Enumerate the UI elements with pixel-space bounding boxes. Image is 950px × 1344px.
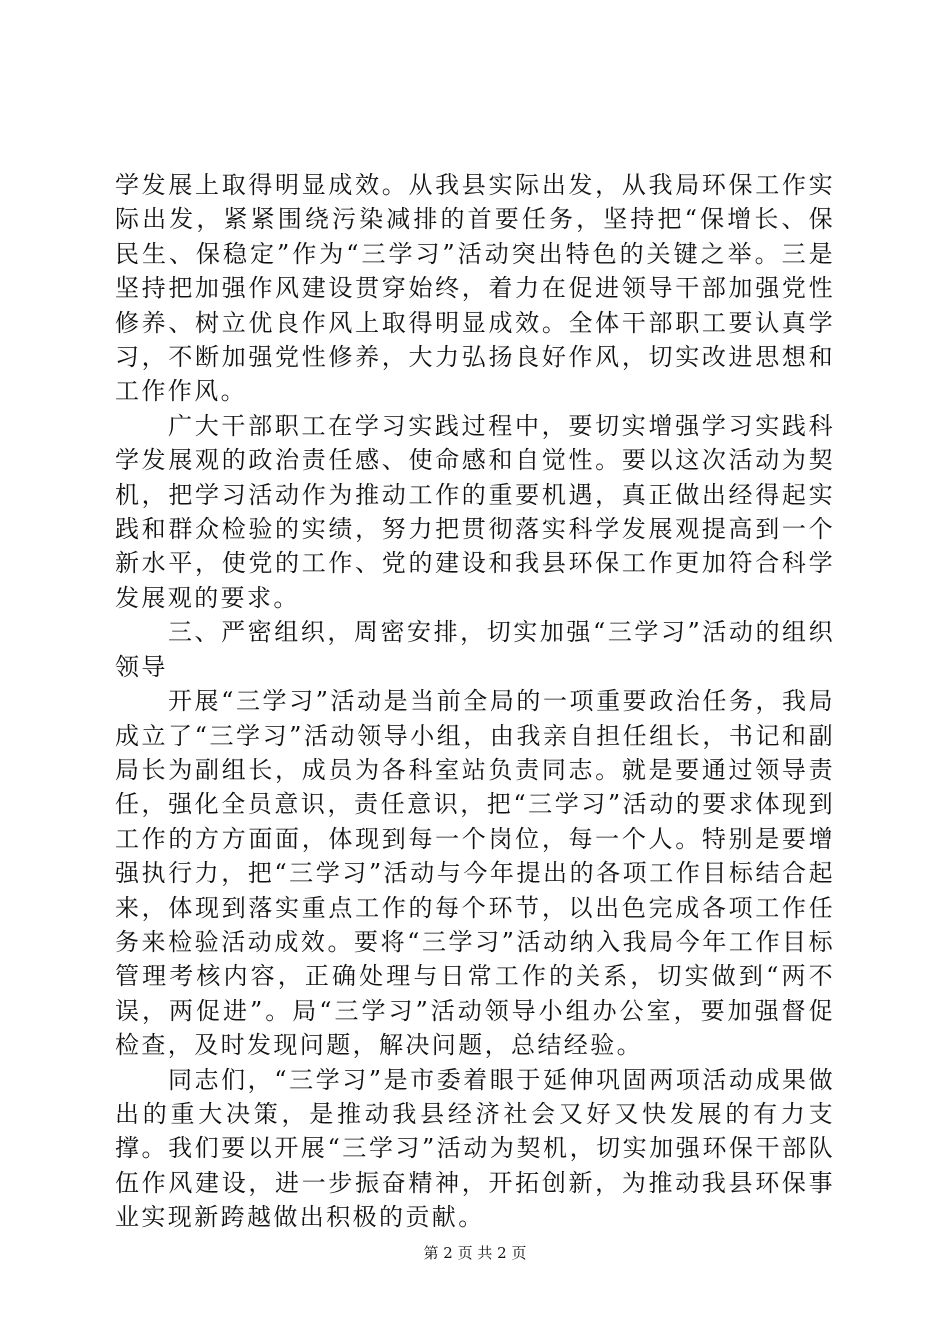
document-body bbox=[115, 168, 835, 1235]
section-heading-three: 三、严密组织，周密安排，切实加强“三学习”活动的组织领导 bbox=[115, 618, 835, 681]
page-number-footer: 第 2 页 共 2 页 bbox=[423, 1244, 527, 1262]
paragraph-organization: 开展“三学习”活动是当前全局的一项重要政治任务，我局成立了“三学习”活动领导小组，由我亲自担任组长，书记和副局长为副组长，成员为各科室站负责同志。就是要通过领导责任，强化全员意识，责任意识，把“三学习”活动的要求体现到工作的方方面面，体现到每一个岗位，每一个人。特别是要增强执行力，把“三学习”活动与今年提出的各项工作目标结合起来，体现到落实重点工作的每个环节，以出色完成各项工作任务来检验活动成效。要将“三学习”活动纳入我局今年工作目标管理考核内容，正确处理与日常工作的关系，切实做到“两不误，两促进”。局“三学习”活动领导小组办公室，要加强督促检查，及时发现问题，解决问题，总结经验。 bbox=[115, 687, 835, 1060]
paragraph-continuation: 学发展上取得明显成效。从我县实际出发，从我局环保工作实际出发，紧紧围绕污染减排的首要任务，坚持把“保增长、保民生、保稳定”作为“三学习”活动突出特色的关键之举。三是坚持把加强作风建设贯穿始终，着力在促进领导干部加强党性修养、树立优良作风上取得明显成效。全体干部职工要认真学习，不断加强党性修养，大力弘扬良好作风，切实改进思想和工作作风。 bbox=[115, 171, 835, 406]
paragraph-closing: 同志们，“三学习”是市委着眼于延伸巩固两项活动成果做出的重大决策，是推动我县经济社会又好又快发展的有力支撑。我们要以开展“三学习”活动为契机，切实加强环保干部队伍作风建设，进一步振奋精神，开拓创新，为推动我县环保事业实现新跨越做出积极的贡献。 bbox=[115, 1065, 835, 1232]
paragraph-responsibility: 广大干部职工在学习实践过程中，要切实增强学习实践科学发展观的政治责任感、使命感和自觉性。要以这次活动为契机，把学习活动作为推动工作的重要机遇，真正做出经得起实践和群众检验的实绩，努力把贯彻落实科学发展观提高到一个新水平，使党的工作、党的建设和我县环保工作更加符合科学发展观的要求。 bbox=[115, 411, 835, 612]
